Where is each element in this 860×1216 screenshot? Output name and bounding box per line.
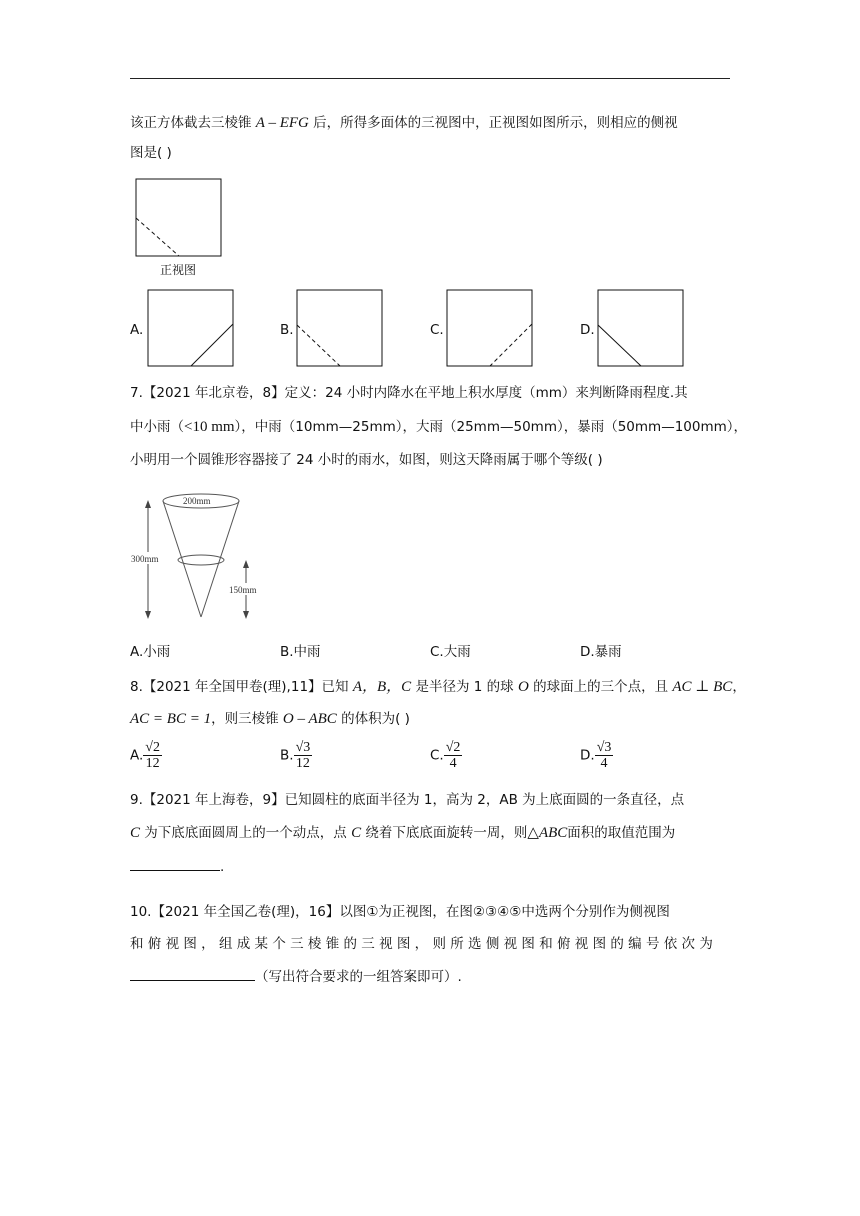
cone-height-label: 300mm: [131, 554, 159, 564]
q8-math-perp: AC ⊥ BC: [672, 679, 733, 695]
q8-text-c: 的球面上的三个点，且: [528, 679, 673, 695]
q9-line2: [130, 823, 675, 843]
q8-sphere-o: O: [517, 679, 529, 695]
q9-point-c2: C: [351, 825, 362, 841]
front-view-dashed-edge: [136, 218, 179, 256]
q7-math-lt10: <10 mm: [184, 419, 235, 435]
q8-math-eq: AC = BC = 1: [130, 711, 212, 727]
q8-text-f: 的体积为( ): [336, 711, 410, 727]
q6-line1: [130, 113, 678, 133]
q8-text-a: 8.【2021 年全国甲卷(理),11】已知: [130, 679, 353, 695]
q7-line3: 小明用一个圆锥形容器接了 24 小时的雨水，如图，则这天降雨属于哪个等级( ): [130, 452, 603, 468]
q10-line3: （写出符合要求的一组答案即可）.: [130, 966, 462, 987]
q8-points: A，B，C: [352, 679, 412, 695]
q8-text-d: ，: [732, 679, 746, 695]
q6-text-a: 该正方体截去三棱锥: [130, 115, 252, 131]
option-a-solid-edge: [191, 324, 233, 366]
q10-answer-blank[interactable]: [130, 966, 255, 981]
q8-text-b: 是半径为 1 的球: [411, 679, 518, 695]
water-height-label: 150mm: [229, 585, 257, 595]
q6-option-a-figure: [147, 289, 235, 369]
q8-option-d[interactable]: D. $\frac{√3}{4}$: [580, 740, 612, 771]
q7-line2: [130, 417, 747, 437]
q9-answer-blank[interactable]: [130, 856, 220, 871]
header-rule: [130, 78, 730, 79]
option-d-solid-edge: [598, 325, 641, 366]
q6-front-view-caption: 正视图: [160, 263, 197, 277]
option-c-dashed-edge: [490, 324, 532, 366]
q8-option-b-fraction: $\frac{√3}{12}$: [295, 740, 311, 771]
q8-option-d-fraction: $\frac{√3}{4}$: [596, 740, 612, 771]
q9-point-c: C: [130, 825, 141, 841]
q9-line3: .: [130, 856, 224, 877]
q8-math-oabc: O – ABC: [282, 711, 337, 727]
q9-math-triangle: △ABC: [527, 825, 568, 841]
q6-option-d-figure: [597, 289, 685, 369]
option-b-dashed-edge: [297, 325, 340, 366]
q6-option-c-label[interactable]: C.: [430, 322, 444, 338]
q6-math-aefg: A – EFG: [255, 115, 309, 131]
q7-cone-figure: [128, 488, 278, 623]
q8-option-c-fraction: $\frac{√2}{4}$: [445, 740, 461, 771]
q7-option-b[interactable]: B.中雨: [280, 644, 321, 660]
water-surface-ellipse: [178, 555, 224, 565]
q6-text-b: 后，所得多面体的三视图中，正视图如图所示，则相应的侧视: [313, 115, 678, 131]
q8-text-e: ，则三棱锥: [211, 711, 283, 727]
front-view-square: [136, 179, 221, 256]
q7-option-c[interactable]: C.大雨: [430, 644, 471, 660]
q6-option-d-label[interactable]: D.: [580, 322, 595, 338]
q9-text-b: 绕着下底底面旋转一周，则: [361, 825, 528, 841]
q7-text-b: ），中雨（10mm—25mm），大雨（25mm—50mm），暴雨（50mm—100mm），: [234, 419, 748, 435]
q8-option-a-fraction: $\frac{√2}{12}$: [145, 740, 160, 771]
q6-option-a-label[interactable]: A.: [130, 322, 144, 338]
q9-text-a: 为下底底面圆周上的一个动点，点: [140, 825, 352, 841]
q8-option-c[interactable]: C. $\frac{√2}{4}$: [430, 740, 461, 771]
q6-option-b-label[interactable]: B.: [280, 322, 294, 338]
q6-option-b-figure: [296, 289, 384, 369]
q8-line1: [130, 677, 746, 697]
q6-option-c-figure: [446, 289, 534, 369]
q8-line2: [130, 709, 410, 729]
q7-line1: 7.【2021 年北京卷，8】定义：24 小时内降水在平地上积水厚度（mm）来判断降雨程度.其: [130, 385, 688, 401]
q9-line1: 9.【2021 年上海卷，9】已知圆柱的底面半径为 1，高为 2，AB 为上底面圆的一条直径，点: [130, 792, 685, 808]
q10-line2: 和 俯 视 图 ， 组 成 某 个 三 棱 锥 的 三 视 图 ， 则 所 选 侧 视 图 和 俯 视 图 的 编 号 依 次 为: [130, 936, 713, 952]
q7-option-d[interactable]: D.暴雨: [580, 644, 622, 660]
q7-option-a[interactable]: A.小雨: [130, 644, 171, 660]
q10-line1: 10.【2021 年全国乙卷(理)，16】以图①为正视图，在图②③④⑤中选两个分别作为侧视图: [130, 904, 670, 920]
q8-option-b[interactable]: B. $\frac{√3}{12}$: [280, 740, 311, 771]
cone-top-label: 200mm: [183, 496, 211, 506]
q6-front-view-figure: [135, 178, 223, 260]
q9-text-c: 面积的取值范围为: [567, 825, 676, 841]
q8-option-a[interactable]: A. $\frac{√2}{12}$: [130, 740, 160, 771]
q6-line2: 图是( ): [130, 145, 172, 161]
q7-text-a: 中小雨（: [130, 419, 184, 435]
